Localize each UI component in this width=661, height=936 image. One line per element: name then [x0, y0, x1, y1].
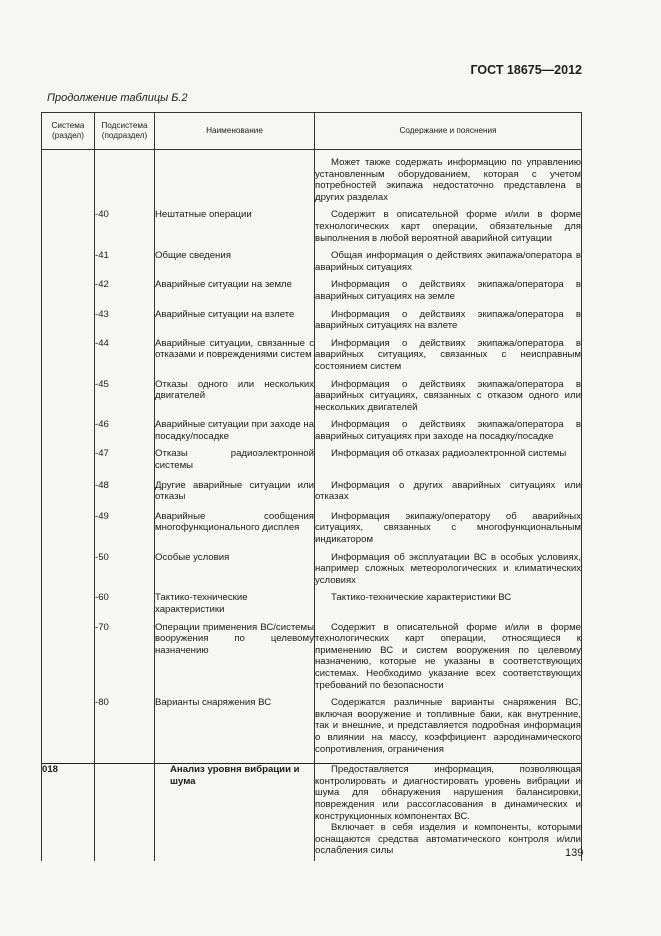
table-row: [42, 592, 582, 621]
table-row: [42, 209, 582, 250]
column-header-content: Содержание и пояснения: [315, 113, 582, 150]
cell-subsystem: -70: [95, 622, 155, 698]
cell-system: [42, 279, 95, 308]
content-paragraph: Содержит в описательной форме и/или в форме технологических карт операции, относящиеся к применению ВС и систем вооружения по целевому назначению, которые не указаны в соответствующих системах. Необходимо указание всех соответствующих требований по безопасности: [315, 621, 581, 691]
cell-content: [315, 764, 582, 861]
content-paragraph: Включает в себя изделия и компоненты, которыми оснащаются средства автоматического контроля и/или ослабления силы: [315, 822, 581, 857]
content-paragraph: Информация экипажу/оператору об аварийных ситуациях, связанных с многофункциональным индикатором: [315, 510, 581, 546]
cell-content: [315, 480, 582, 511]
cell-subsystem: -48: [95, 480, 155, 511]
cell-name: Аварийные ситуации при заходе на посадку/посадке: [155, 419, 315, 448]
cell-content: [315, 622, 582, 698]
cell-subsystem: -47: [95, 448, 155, 479]
table-header-row: [42, 113, 582, 150]
cell-name: Отказы радиоэлектронной системы: [155, 448, 315, 479]
column-header-system: Система (раздел): [42, 113, 95, 150]
cell-system: [42, 511, 95, 552]
cell-system: [42, 552, 95, 593]
table-row: [42, 448, 582, 479]
cell-content: [315, 448, 582, 479]
content-paragraph: Информация о действиях экипажа/оператора в аварийных ситуациях при заходе на посадку/посадке: [315, 419, 581, 442]
cell-subsystem: -50: [95, 552, 155, 593]
cell-system: [42, 592, 95, 621]
cell-subsystem: [95, 764, 155, 861]
cell-name: [155, 150, 315, 210]
cell-content: [315, 379, 582, 420]
cell-system: [42, 622, 95, 698]
cell-content: [315, 338, 582, 379]
cell-name: Аварийные ситуации на земле: [155, 279, 315, 308]
table-row: [42, 250, 582, 279]
cell-subsystem: -49: [95, 511, 155, 552]
cell-subsystem: -80: [95, 697, 155, 763]
content-paragraph: Информация о действиях экипажа/оператора в аварийных ситуациях, связанных с отказом одного или нескольких двигателей: [315, 378, 581, 413]
content-paragraph: Может также содержать информацию по управлению установленным оборудованием, которая с учетом потребностей экипажа недостаточно представлена в других разделах: [315, 157, 581, 203]
table-row: [42, 764, 582, 861]
content-paragraph: Тактико-технические характеристики ВС: [331, 592, 512, 604]
cell-system: [42, 448, 95, 479]
cell-name: Особые условия: [155, 552, 315, 593]
table-row: [42, 480, 582, 511]
table-row: [42, 622, 582, 698]
cell-system: [42, 480, 95, 511]
cell-subsystem: -43: [95, 309, 155, 338]
cell-name: Другие аварийные ситуации или отказы: [155, 480, 315, 511]
content-paragraph: Информация о действиях экипажа/оператора в аварийных ситуациях на земле: [315, 279, 581, 302]
cell-name: Операции применения ВС/системы вооружения по целевому назначению: [155, 622, 315, 698]
cell-subsystem: -46: [95, 419, 155, 448]
cell-content: [315, 592, 582, 621]
cell-content: [315, 279, 582, 308]
table-row: [42, 697, 582, 763]
cell-content: [315, 209, 582, 250]
cell-subsystem: -40: [95, 209, 155, 250]
content-paragraph: Предоставляется информация, позволяющая контролировать и диагностировать уровень вибрации и шума для обнаружения нарушения балансировки, повреждения или рассогласования в динамических и конструкционных компонентах ВС.: [315, 764, 581, 822]
cell-subsystem: -42: [95, 279, 155, 308]
content-paragraph: Информация о действиях экипажа/оператора в аварийных ситуациях на взлете: [315, 308, 581, 332]
table-row: [42, 279, 582, 308]
table-row: [42, 150, 582, 210]
specification-table: [41, 112, 582, 861]
cell-name: Аварийные сообщения многофункционального дисплея: [155, 511, 315, 552]
table-row: [42, 379, 582, 420]
table-row: [42, 309, 582, 338]
content-paragraph: Информация об отказах радиоэлектронной системы: [331, 448, 567, 460]
cell-name: Аварийные ситуации на взлете: [155, 309, 315, 338]
cell-name: Общие сведения: [155, 250, 315, 279]
cell-name: Аварийные ситуации, связанные с отказами и повреждениями систем: [155, 338, 315, 379]
cell-subsystem: [95, 150, 155, 210]
content-paragraph: Информация о других аварийных ситуациях или отказах: [315, 479, 581, 503]
cell-name: Анализ уровня вибрации и шума: [155, 764, 315, 861]
cell-content: [315, 419, 582, 448]
content-paragraph: Содержатся различные варианты снаряжения ВС, включая вооружение и топливные баки, как внутренние, так и внешние, и представляется подробная информация о влиянии на массу, коэффициент аэродинамического сопротивления, ограничения: [315, 697, 581, 755]
table-caption: Продолжение таблицы Б.2: [47, 92, 188, 104]
column-header-name: Наименование: [155, 113, 315, 150]
cell-subsystem: -44: [95, 338, 155, 379]
cell-system: [42, 379, 95, 420]
cell-subsystem: -60: [95, 592, 155, 621]
cell-subsystem: -41: [95, 250, 155, 279]
cell-subsystem: -45: [95, 379, 155, 420]
cell-content: [315, 150, 582, 210]
cell-name: Тактико-технические характеристики: [155, 592, 315, 621]
cell-system: [42, 697, 95, 763]
cell-name: Варианты снаряжения ВС: [155, 697, 315, 763]
cell-system: [42, 419, 95, 448]
cell-content: [315, 511, 582, 552]
cell-content: [315, 552, 582, 593]
cell-content: [315, 250, 582, 279]
cell-system: [42, 338, 95, 379]
table-body: [42, 150, 582, 861]
content-paragraph: Общая информация о действиях экипажа/оператора в аварийных ситуациях: [315, 250, 581, 273]
column-header-subsystem: Подсистема (подраздел): [95, 113, 155, 150]
cell-system: [42, 150, 95, 210]
content-paragraph: Содержит в описательной форме и/или в форме технологических карт операции, обязательные для выполнения в любой вероятной аварийной ситуации: [315, 209, 581, 244]
cell-name: Нештатные операции: [155, 209, 315, 250]
table-row: [42, 419, 582, 448]
standard-designation: ГОСТ 18675—2012: [470, 63, 582, 77]
cell-content: [315, 697, 582, 763]
cell-system: [42, 309, 95, 338]
cell-system: [42, 250, 95, 279]
page-number: 139: [565, 847, 584, 859]
cell-content: [315, 309, 582, 338]
cell-name: Отказы одного или нескольких двигателей: [155, 379, 315, 420]
content-paragraph: Информация об эксплуатации ВС в особых условиях, например сложных метеорологических и климатических условиях: [315, 551, 581, 586]
cell-system: 018: [42, 764, 95, 861]
table-row: [42, 511, 582, 552]
cell-system: [42, 209, 95, 250]
table-row: [42, 552, 582, 593]
content-paragraph: Информация о действиях экипажа/оператора в аварийных ситуациях, связанных с неисправным состоянием систем: [315, 337, 581, 372]
table-row: [42, 338, 582, 379]
